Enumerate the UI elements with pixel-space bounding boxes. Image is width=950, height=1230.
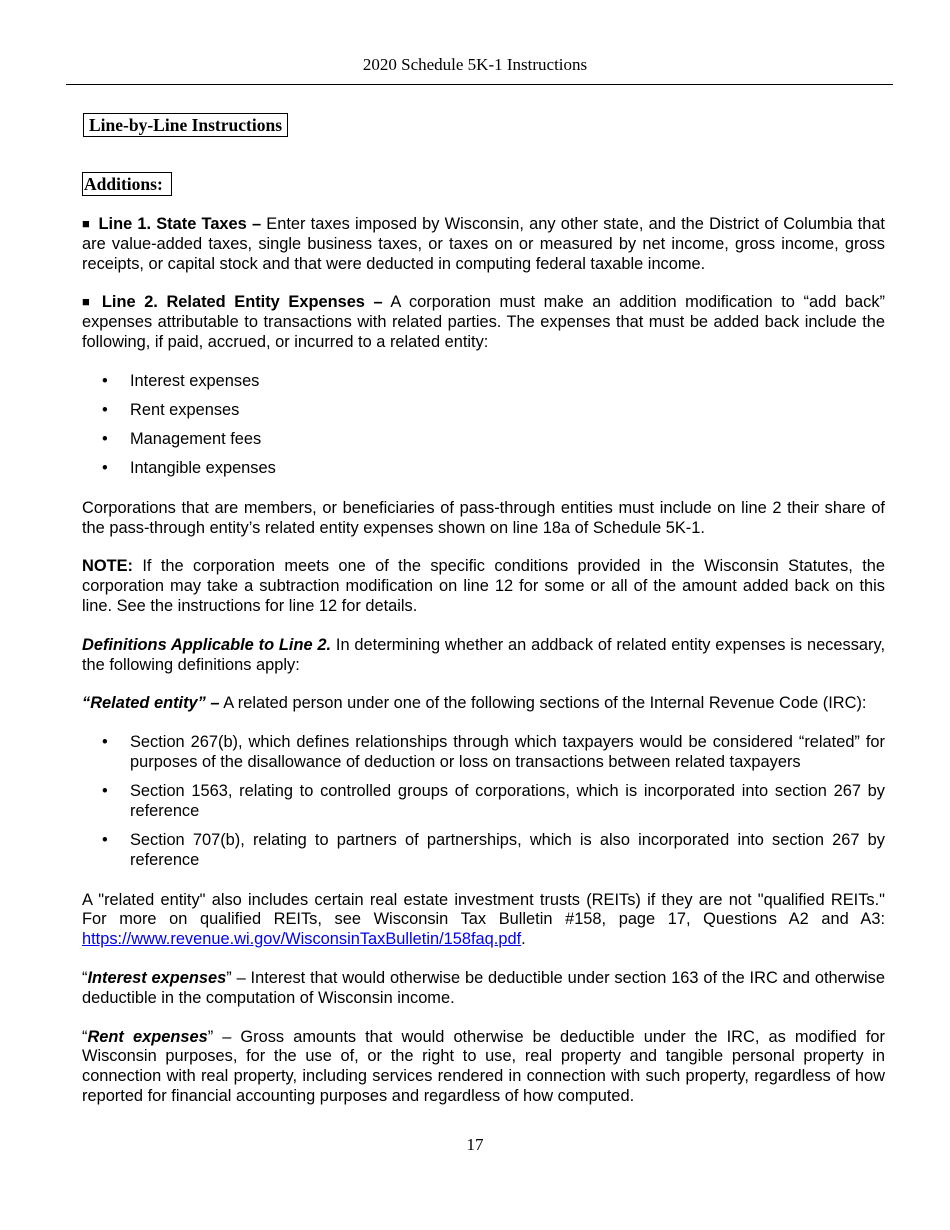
line1-label: Line 1. State Taxes – xyxy=(98,215,262,233)
line2-paragraph xyxy=(82,293,885,352)
bullet-icon: • xyxy=(102,733,108,752)
definitions-paragraph: Definitions Applicable to Line 2. In determining whether an addback of related entity expenses is necessary, the following definitions apply: xyxy=(82,635,885,674)
interest-expenses-label: Interest expenses xyxy=(87,969,227,987)
line2-text: A corporation must make an addition modification to “add back” expenses attributable to transactions with related parties. The expenses that must be added back include the following, if paid, accrued, or incurred to a related entity: xyxy=(82,293,885,351)
note-paragraph: NOTE: If the corporation meets one of the specific conditions provided in the Wisconsin Statutes, the corporation may take a subtraction modification on line 12 for some or all of the amount added back on this line. See the instructions for line 12 for details. xyxy=(82,557,885,616)
related-entity-paragraph: “Related entity” – A related person under one of the following sections of the Internal Revenue Code (IRC): xyxy=(82,694,867,713)
list-item: • Management fees xyxy=(102,429,262,448)
definitions-label: Definitions Applicable to Line 2. xyxy=(82,635,332,654)
members-paragraph: Corporations that are members, or beneficiaries of pass-through entities must include on line 2 their share of the pass-through entity’s related entity expenses shown on line 18a of Schedule 5K-1. xyxy=(82,498,885,537)
line1-paragraph xyxy=(82,215,885,274)
line2-label: Line 2. Related Entity Expenses – xyxy=(101,293,383,312)
interest-expenses-paragraph: “Interest expenses” – Interest that would otherwise be deductible under section 163 of the IRC and otherwise deductible in the computation of Wisconsin income. xyxy=(82,969,885,1007)
bullet-icon: • xyxy=(102,429,108,448)
section-title: Line-by-Line Instructions xyxy=(83,113,288,137)
page-header: 2020 Schedule 5K-1 Instructions xyxy=(362,55,588,74)
line1-text: Enter taxes imposed by Wisconsin, any other state, and the District of Columbia that are value-added taxes, single business taxes, or taxes on or measured by net income, gross income, gross receipts, or capital stock and that were deducted in computing federal taxable income. xyxy=(82,215,885,273)
related-entity-label: “Related entity” – xyxy=(82,694,220,713)
list-item: • Section 1563, relating to controlled groups of corporations, which is incorporated into section 267 by reference xyxy=(102,782,885,820)
tax-bulletin-link[interactable]: https://www.revenue.wi.gov/WisconsinTaxBulletin/158faq.pdf xyxy=(82,930,522,949)
rent-expenses-paragraph: “Rent expenses” – Gross amounts that would otherwise be deductible under the IRC, as modified for Wisconsin purposes, for the use of, or the right to use, real property and tangible personal property in connection with real property, including services rendered in connection with such property, regardless of how reported for financial accounting purposes and regardless of how computed. xyxy=(82,1027,885,1105)
page-content xyxy=(82,113,885,1107)
list-item: • Rent expenses xyxy=(102,400,240,419)
list-item: • Interest expenses xyxy=(102,371,260,390)
list-item: • Section 267(b), which defines relationships through which taxpayers would be considered “related” for purposes of the disallowance of deduction or loss on transactions between related taxpayers xyxy=(102,733,885,772)
bullet-icon: • xyxy=(102,459,108,478)
bullet-icon: • xyxy=(102,400,108,419)
square-bullet-icon: ■ xyxy=(82,216,91,231)
bullet-icon: • xyxy=(102,831,108,850)
note-label: NOTE: xyxy=(82,557,133,576)
subsection-title: Additions: xyxy=(82,172,172,196)
square-bullet-icon: ■ xyxy=(82,294,94,310)
header-rule xyxy=(66,84,893,85)
rent-expenses-label: Rent expenses xyxy=(87,1027,208,1046)
expense-list xyxy=(82,372,885,479)
reit-paragraph: A "related entity" also includes certain real estate investment trusts (REITs) if they are not "qualified REITs." For more on qualified REITs, see Wisconsin Tax Bulletin #158, page 17, Questions A2 and A3: https://www.revenue.wi.gov/WisconsinTaxBulletin/158faq.pdf. xyxy=(82,890,885,949)
list-item: • Intangible expenses xyxy=(102,459,276,478)
list-item: • Section 707(b), relating to partners of partnerships, which is also incorporated into section 267 by reference xyxy=(102,831,885,869)
bullet-icon: • xyxy=(102,782,108,801)
bullet-icon: • xyxy=(102,371,108,390)
page-number: 17 xyxy=(466,1135,484,1154)
irc-section-list xyxy=(82,733,885,870)
